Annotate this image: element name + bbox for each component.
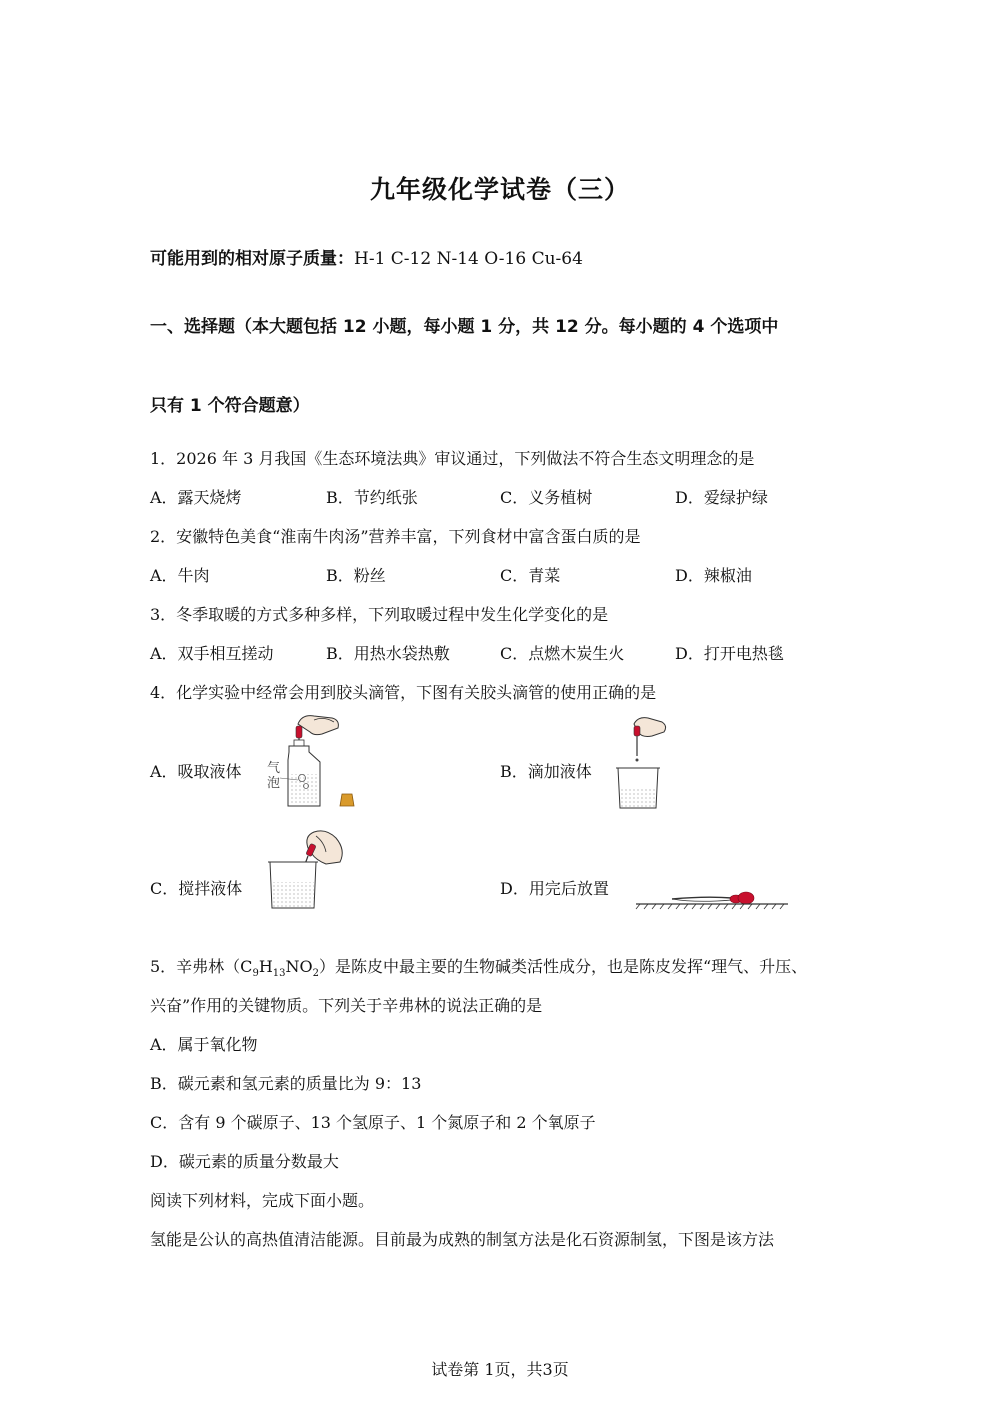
q2-option-d: D．辣椒油 xyxy=(675,566,752,585)
q4-option-d: D．用完后放置 xyxy=(500,879,609,898)
figure-b-drop-liquid xyxy=(612,716,672,812)
page-footer: 试卷第 1页，共3页 xyxy=(431,1360,569,1379)
q2-option-a: A．牛肉 xyxy=(150,566,210,585)
reading-text: 氢能是公认的高热值清洁能源。目前最为成熟的制氢方法是化石资源制氢，下图是该方法 xyxy=(150,1230,775,1249)
reading-intro: 阅读下列材料，完成下面小题。 xyxy=(150,1191,375,1210)
q5-text-no: NO xyxy=(285,957,313,976)
q4-option-b: B．滴加液体 xyxy=(500,762,592,781)
q5-sub-2: 2 xyxy=(312,968,319,980)
q5-option-c: C．含有 9 个碳原子、13 个氢原子、1 个氮原子和 2 个氧原子 xyxy=(150,1113,596,1132)
q3-option-d: D．打开电热毯 xyxy=(675,644,784,663)
q5-sub-13: 13 xyxy=(272,968,286,980)
q5-sub-9: 9 xyxy=(252,968,259,980)
q3-option-a: A．双手相互搓动 xyxy=(150,644,274,663)
question-5-stem-line1 xyxy=(150,954,807,979)
atomic-mass-label: 可能用到的相对原子质量： xyxy=(150,249,354,269)
q2-option-b: B．粉丝 xyxy=(326,566,386,585)
q3-option-b: B．用热水袋热敷 xyxy=(326,644,450,663)
q3-option-c: C．点燃木炭生火 xyxy=(500,644,625,663)
question-3-stem: 3．冬季取暖的方式多种多样，下列取暖过程中发生化学变化的是 xyxy=(150,605,609,624)
q2-option-c: C．青菜 xyxy=(500,566,561,585)
section1-heading-line1: 一、选择题（本大题包括 12 小题，每小题 1 分，共 12 分。每小题的 4 个选项中 xyxy=(150,317,779,337)
q5-text-h: H xyxy=(258,957,273,976)
q4-option-a: A．吸取液体 xyxy=(150,762,242,781)
q4-option-c: C．搅拌液体 xyxy=(150,879,243,898)
q1-option-a: A．露天烧烤 xyxy=(150,488,242,507)
question-4-stem: 4．化学实验中经常会用到胶头滴管，下图有关胶头滴管的使用正确的是 xyxy=(150,683,657,702)
figure-a-label-qi: 气 xyxy=(267,761,281,776)
q5-option-d: D．碳元素的质量分数最大 xyxy=(150,1152,339,1171)
q5-text-pre: 5．辛弗林（C xyxy=(150,957,253,976)
question-1-stem: 1．2026 年 3 月我国《生态环境法典》审议通过，下列做法不符合生态文明理念的是 xyxy=(150,449,755,468)
question-2-stem: 2．安徽特色美食“淮南牛肉汤”营养丰富，下列食材中富含蛋白质的是 xyxy=(150,527,641,546)
page-title: 九年级化学试卷（三） xyxy=(369,175,630,204)
atomic-mass-values: H-1 C-12 N-14 O-16 Cu-64 xyxy=(354,249,583,269)
q5-option-b: B．碳元素和氢元素的质量比为 9：13 xyxy=(150,1074,422,1093)
figure-c-stir-liquid xyxy=(264,828,354,912)
figure-a-label-pao: 泡 xyxy=(267,776,281,791)
figure-d-dropper-on-table xyxy=(636,884,792,914)
question-5-stem-line2: 兴奋”作用的关键物质。下列关于辛弗林的说法正确的是 xyxy=(150,996,543,1015)
q1-option-d: D．爱绿护绿 xyxy=(675,488,768,507)
q1-option-c: C．义务植树 xyxy=(500,488,593,507)
q5-option-a: A．属于氧化物 xyxy=(150,1035,258,1054)
q1-option-b: B．节约纸张 xyxy=(326,488,418,507)
section1-heading-line2: 只有 1 个符合题意） xyxy=(150,396,310,416)
atomic-mass-line xyxy=(150,244,583,269)
q5-text-post: ）是陈皮中最主要的生物碱类活性成分，也是陈皮发挥“理气、升压、 xyxy=(319,957,808,976)
